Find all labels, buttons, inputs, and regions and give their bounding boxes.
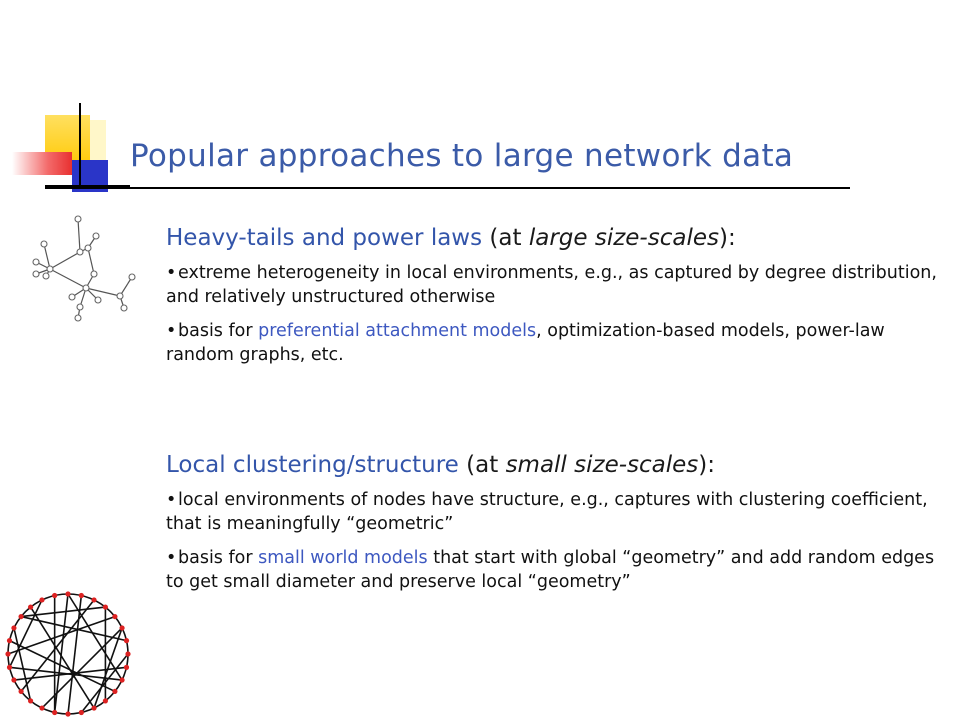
heading-text: ): xyxy=(698,452,716,478)
section-heading xyxy=(166,225,956,251)
title-decoration xyxy=(0,95,130,195)
heading-italic: large size-scales xyxy=(528,225,719,251)
section-power-laws xyxy=(166,225,956,377)
bullet-text: basis for xyxy=(178,548,259,568)
bullet-highlight: small world models xyxy=(258,548,428,568)
ring-node xyxy=(52,593,57,598)
ring-node xyxy=(125,651,130,656)
ring-node xyxy=(119,677,124,682)
chord-edge xyxy=(21,617,126,641)
ring-node xyxy=(79,593,84,598)
ring-node xyxy=(7,665,12,670)
chord-edge xyxy=(10,600,42,667)
ring-node xyxy=(124,665,129,670)
bullet-text: extreme heterogeneity in local environments, e.g., as captured by degree distribution, and relatively unstructured otherwise xyxy=(166,263,937,307)
small-world-network-icon xyxy=(2,586,134,720)
ring-node xyxy=(28,698,33,703)
ring-node xyxy=(18,614,23,619)
ring-node xyxy=(119,625,124,630)
title-divider xyxy=(45,187,850,189)
power-law-network-icon xyxy=(22,214,140,324)
ring-node xyxy=(52,710,57,715)
ring-node xyxy=(65,711,70,716)
bullet-dot-icon: • xyxy=(166,490,177,510)
ring-node xyxy=(65,591,70,596)
ring-node xyxy=(11,677,16,682)
bullet-text: basis for xyxy=(178,321,259,341)
ring-node xyxy=(79,710,84,715)
bullet-text: local environments of nodes have structure, e.g., captures with clustering coefficient, that is meaningfully “geometric” xyxy=(166,490,928,534)
ring-node xyxy=(91,705,96,710)
ring-node xyxy=(28,604,33,609)
ring-node xyxy=(112,689,117,694)
heading-text: (at xyxy=(458,452,506,478)
ring-node xyxy=(5,651,10,656)
page-title: Popular approaches to large network data xyxy=(130,138,794,174)
bullet-text: , optimization-based models, power-law random graphs, etc. xyxy=(166,321,885,365)
bullet-dot-icon: • xyxy=(166,263,177,283)
heading-italic: small size-scales xyxy=(505,452,699,478)
bullet-item xyxy=(166,261,956,309)
ring-node xyxy=(39,705,44,710)
ring-node xyxy=(39,597,44,602)
bullet-text: that start with global “geometry” and add random edges to get small diameter and preserve local “geometry” xyxy=(166,548,935,592)
bullet-dot-icon: • xyxy=(166,321,177,341)
ring-node xyxy=(18,689,23,694)
chord-edge xyxy=(68,596,81,714)
heading-text: (at xyxy=(482,225,529,251)
heading-highlight: Local clustering/structure xyxy=(166,452,459,478)
ring-node xyxy=(124,638,129,643)
bullet-item xyxy=(166,319,956,367)
ring-node xyxy=(112,614,117,619)
bullet-item xyxy=(166,546,956,594)
ring-node xyxy=(7,638,12,643)
ring-node xyxy=(91,597,96,602)
heading-highlight: Heavy-tails and power laws xyxy=(166,225,483,251)
section-local-clustering xyxy=(166,452,956,604)
ring-node xyxy=(103,604,108,609)
bullet-item xyxy=(166,488,956,536)
heading-text: ): xyxy=(718,225,736,251)
ring-node xyxy=(11,625,16,630)
chord-edge xyxy=(31,607,94,708)
bullet-dot-icon: • xyxy=(166,548,177,568)
section-heading xyxy=(166,452,956,478)
bullet-highlight: preferential attachment models xyxy=(258,321,537,341)
ring-node xyxy=(103,698,108,703)
